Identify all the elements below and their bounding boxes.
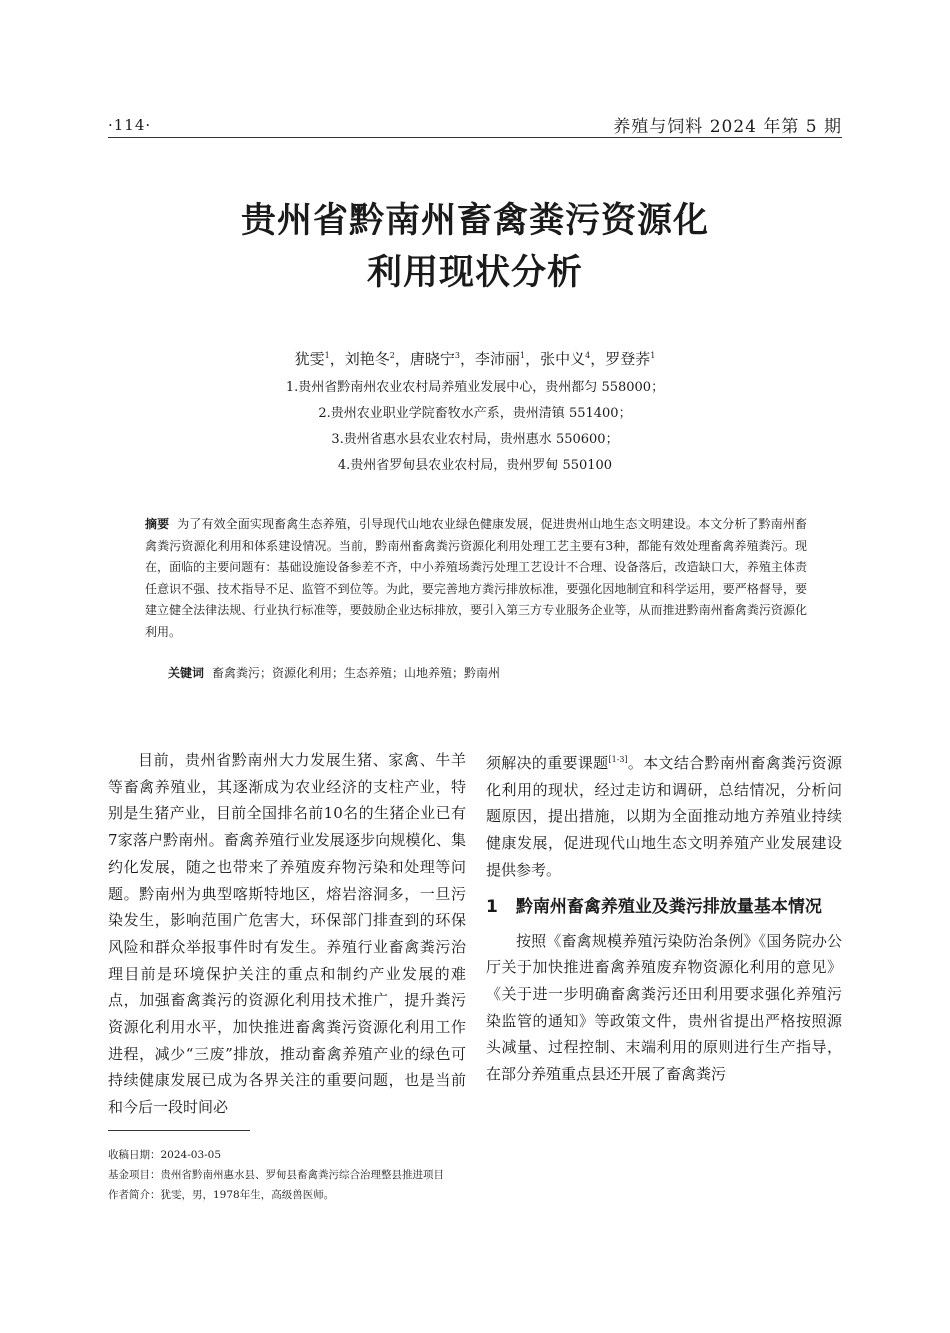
- body-paragraph: 须解决的重要课题[1-3]。本文结合黔南州畜禽粪污资源化利用的现状，经过走访和调研，总结情况，分析问题原因，提出措施，以期为全面推动地方养殖业持续健康发展，促进现代山地生态文明养殖产业发展建设提供参考。: [486, 754, 842, 879]
- author: 罗登荞: [605, 350, 651, 368]
- affiliation-1: 1.贵州省黔南州农业农村局养殖业发展中心，贵州都匀 558000；: [285, 380, 665, 395]
- title-line-1: 贵州省黔南州畜禽粪污资源化: [240, 201, 709, 241]
- author: 刘艳冬: [344, 350, 390, 368]
- body-column-left: [108, 747, 466, 1121]
- body-paragraph: 按照《畜禽规模养殖污染防治条例》《国务院办公厅关于加快推进畜禽养殖废弃物资源化利用的意见》《关于进一步明确畜禽粪污还田利用要求强化养殖污染监管的通知》等政策文件，贵州省提出严格按照源头减量、过程控制、末端利用的原则进行生产指导，在部分养殖重点县还开展了畜禽粪污: [486, 931, 842, 1084]
- journal-name: 养殖与饲料 2024 年第 5 期: [613, 117, 842, 137]
- affiliation-2: 2.贵州农业职业学院畜牧水产系，贵州清镇 551400；: [318, 406, 632, 421]
- affiliation-4: 4.贵州省罗甸县农业农村局，贵州罗甸 550100: [337, 458, 613, 473]
- footnote-author-bio: 作者简介：犹雯，男，1978年生，高级兽医师。: [108, 1189, 335, 1201]
- footnote-received: 收稿日期：2024-03-05: [108, 1149, 222, 1161]
- page-number: ·114·: [108, 116, 152, 134]
- affiliation-3: 3.贵州省惠水县农业农村局，贵州惠水 550600；: [331, 432, 619, 447]
- abstract-label: 摘要: [145, 517, 170, 531]
- footnote-funding: 基金项目：贵州省黔南州惠水县、罗甸县畜禽粪污综合治理整县推进项目: [108, 1169, 444, 1181]
- body-column-right: [486, 747, 842, 1088]
- section-title: 黔南州畜禽养殖业及粪污排放量基本情况: [515, 896, 822, 917]
- header-divider: [108, 137, 842, 138]
- footnote-divider: [108, 1130, 250, 1131]
- section-heading: [486, 892, 842, 922]
- abstract-text: 为了有效全面实现畜禽生态养殖，引导现代山地农业绿色健康发展，促进贵州山地生态文明建设。本文分析了黔南州畜禽粪污资源化利用和体系建设情况。当前，黔南州畜禽粪污资源化利用处理工艺主要有3种，都能有效处理畜禽养殖粪污。现在，面临的主要问题有：基础设施设备参差不齐，中小养殖场粪污处理工艺设计不合理、设备落后，改造缺口大，养殖主体责任意识不强、技术指导不足、监管不到位等。为此，要完善地方粪污排放标准，要强化因地制宜和科学运用，要严格督导，要建立健全法律法规、行业执行标准等，要鼓励企业达标排放，要引入第三方专业服务企业等，从而推进黔南州畜禽粪污资源化利用。: [145, 517, 807, 639]
- footnotes: [108, 1145, 444, 1205]
- keywords-text: 畜禽粪污；资源化利用；生态养殖；山地养殖；黔南州: [212, 666, 501, 680]
- author: 李沛丽: [475, 350, 521, 368]
- keywords: [168, 664, 808, 681]
- abstract: [145, 514, 807, 643]
- author: 唐晓宁: [409, 350, 455, 368]
- title-line-2: 利用现状分析: [366, 253, 583, 293]
- author-list: 犹雯$^1$，刘艳冬$^2$，唐晓宁$^3$，李沛丽$^1$，张中义$^4$，罗登荞$^1$: [294, 350, 656, 368]
- body-paragraph: 目前，贵州省黔南州大力发展生猪、家禽、牛羊等畜禽养殖业，其逐渐成为农业经济的支柱产业，特别是生猪产业，目前全国排名前10名的生猪企业已有7家落户黔南州。畜禽养殖行业发展逐步向规模化、集约化发展，随之也带来了养殖废弃物污染和处理等问题。黔南州为典型喀斯特地区，熔岩溶洞多，一旦污染发生，影响范围广危害大，环保部门排查到的环保风险和群众举报事件时有发生。养殖行业畜禽粪污治理目前是环境保护关注的重点和制约产业发展的难点，加强畜禽粪污的资源化利用技术推广，提升粪污资源化利用水平，加快推进畜禽粪污资源化利用工作进程，减少“三废”排放，推动畜禽养殖产业的绿色可持续健康发展已成为各界关注的重要问题，也是当前和今后一段时间必: [108, 751, 466, 1117]
- author: 张中义: [540, 350, 586, 368]
- section-number: 1: [486, 896, 498, 917]
- citation-ref: [1-3]: [608, 755, 628, 764]
- keywords-label: 关键词: [168, 666, 205, 680]
- author: 犹雯: [294, 350, 325, 368]
